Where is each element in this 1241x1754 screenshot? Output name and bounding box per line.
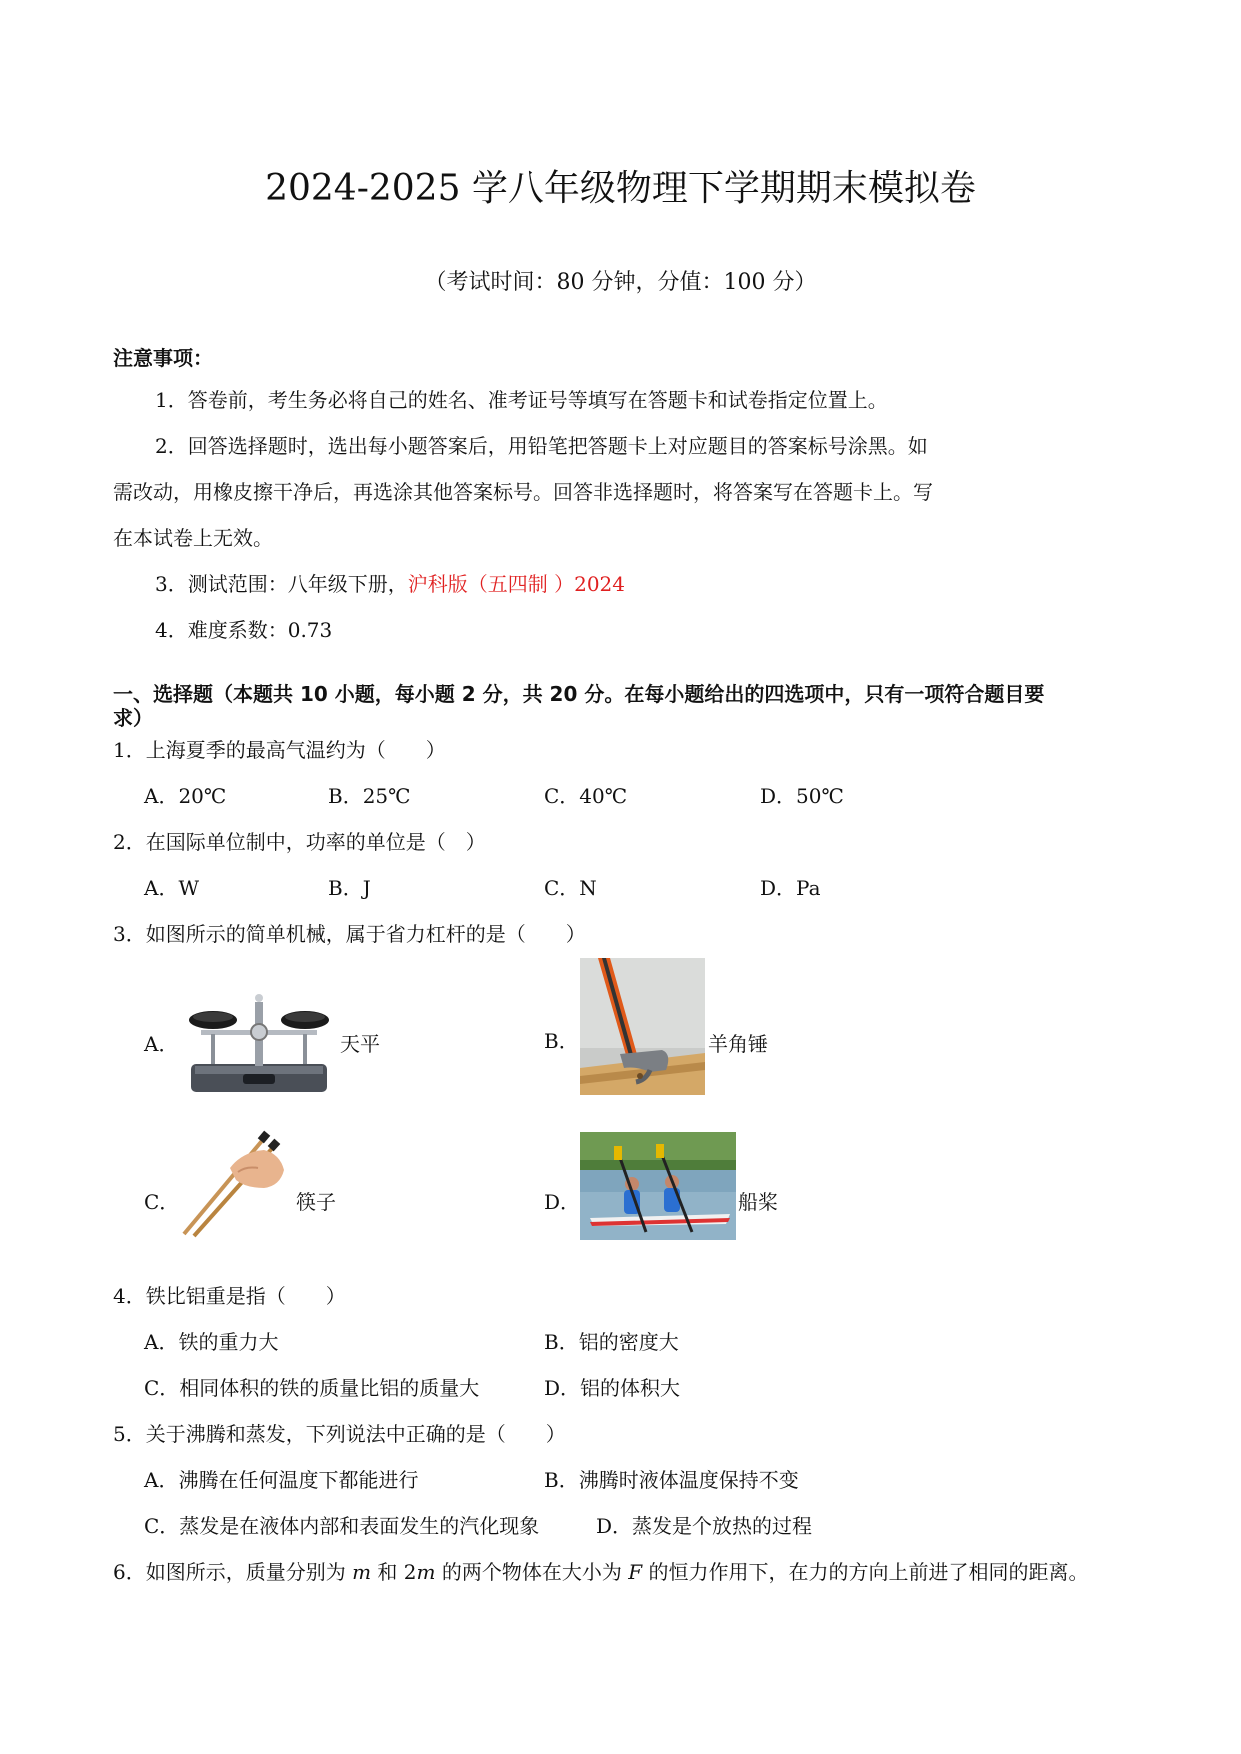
q6-mass-m: m <box>352 1560 372 1584</box>
notes-item-3-text: 3．测试范围：八年级下册， <box>155 572 408 596</box>
q4-option-c: C．相同体积的铁的质量比铝的质量大 <box>144 1376 480 1400</box>
notes-item-1: 1．答卷前，考生务必将自己的姓名、准考证号等填写在答题卡和试卷指定位置上。 <box>155 388 888 412</box>
q5-option-c: C．蒸发是在液体内部和表面发生的汽化现象 <box>144 1514 540 1538</box>
q6-force-f: F <box>628 1560 643 1584</box>
q3-option-b-label: 羊角锤 <box>708 1032 768 1056</box>
q5-option-a: A．沸腾在任何温度下都能进行 <box>144 1468 419 1492</box>
q6-stem <box>113 1556 1088 1585</box>
exam-info: （考试时间：80 分钟，分值：100 分） <box>424 270 817 295</box>
q3-option-a-letter: A． <box>144 1032 179 1056</box>
notes-heading: 注意事项： <box>113 346 213 370</box>
q1-option-b: B．25℃ <box>328 784 411 808</box>
claw-hammer-image <box>580 958 705 1095</box>
notes-item-2-line1: 2．回答选择题时，选出每小题答案后，用铅笔把答题卡上对应题目的答案标号涂黑。如 <box>155 434 928 458</box>
q1-option-d: D．50℃ <box>760 784 844 808</box>
q3-option-c-label: 筷子 <box>296 1190 336 1214</box>
q6-text-4: 的恒力作用下，在力的方向上前进了相同的距离。 <box>642 1560 1089 1584</box>
q3-option-a-label: 天平 <box>340 1032 380 1056</box>
q6-text-1: 6．如图所示，质量分别为 <box>113 1560 353 1584</box>
q5-option-b: B．沸腾时液体温度保持不变 <box>544 1468 799 1492</box>
page-title: 2024-2025 学八年级物理下学期期末模拟卷 <box>265 168 976 209</box>
q2-option-a: A．W <box>144 876 199 900</box>
notes-item-3-edition: 沪科版（五四制 ）2024 <box>407 572 625 596</box>
notes-item-3 <box>155 568 625 597</box>
q4-stem: 4．铁比铝重是指（ ） <box>113 1284 346 1308</box>
q2-option-d: D．Pa <box>760 876 821 900</box>
canoe-paddle-icon <box>580 1132 736 1240</box>
balance-scale-image <box>181 990 337 1098</box>
q4-option-a: A．铁的重力大 <box>144 1330 279 1354</box>
q4-option-b: B．铝的密度大 <box>544 1330 679 1354</box>
q6-mass-2m: m <box>416 1560 436 1584</box>
q6-text-3: 的两个物体在大小为 <box>435 1560 629 1584</box>
q3-stem: 3．如图所示的简单机械，属于省力杠杆的是（ ） <box>113 922 586 946</box>
chopsticks-image <box>180 1130 290 1238</box>
canoe-paddle-image <box>580 1132 736 1240</box>
q6-text-2: 和 2 <box>371 1560 417 1584</box>
notes-item-2-line3: 在本试卷上无效。 <box>113 526 273 550</box>
notes-item-2-line2: 需改动，用橡皮擦干净后，再选涂其他答案标号。回答非选择题时，将答案写在答题卡上。写 <box>113 480 933 504</box>
q1-option-c: C．40℃ <box>544 784 628 808</box>
q1-stem: 1．上海夏季的最高气温约为（ ） <box>113 738 446 762</box>
balance-scale-icon <box>181 990 337 1098</box>
claw-hammer-icon <box>580 958 705 1095</box>
q3-option-b-letter: B． <box>544 1029 579 1053</box>
q4-option-d: D．铝的体积大 <box>544 1376 681 1400</box>
q2-option-b: B．J <box>328 876 371 900</box>
q5-option-d: D．蒸发是个放热的过程 <box>596 1514 813 1538</box>
q1-option-a: A．20℃ <box>144 784 227 808</box>
notes-item-4: 4．难度系数：0.73 <box>155 618 333 642</box>
q5-stem: 5．关于沸腾和蒸发，下列说法中正确的是（ ） <box>113 1422 566 1446</box>
q3-option-c-letter: C． <box>144 1190 180 1214</box>
q2-stem: 2．在国际单位制中，功率的单位是（ ） <box>113 830 486 854</box>
section-heading-line1: 一、选择题（本题共 10 小题，每小题 2 分，共 20 分。在每小题给出的四选项中，只有一项符合题目要 <box>113 682 1045 706</box>
q3-option-d-label: 船桨 <box>738 1190 778 1214</box>
q2-option-c: C．N <box>544 876 597 900</box>
section-heading-line2: 求） <box>113 706 153 730</box>
q3-option-d-letter: D． <box>544 1190 581 1214</box>
chopsticks-icon <box>180 1130 290 1238</box>
